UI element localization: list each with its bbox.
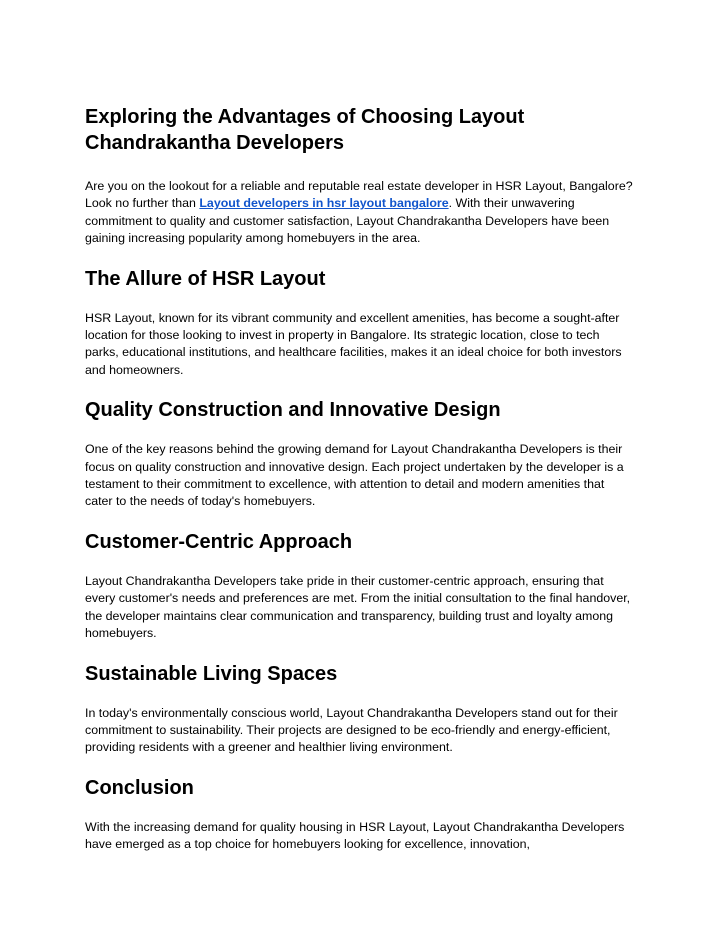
section-heading: Conclusion — [85, 776, 194, 799]
section-body: HSR Layout, known for its vibrant community and excellent amenities, has become a sought-after location for those looking to invest in property in Bangalore. Its strategic location, close to tech parks, educational institutions, and healthcare facilities, makes it an ideal choice for both investors and homeowners. — [85, 310, 622, 377]
section-sustainable — [85, 661, 635, 757]
section-heading: The Allure of HSR Layout — [85, 267, 326, 290]
section-quality — [85, 397, 635, 511]
intro-paragraph — [85, 178, 635, 248]
section-customer — [85, 529, 635, 643]
intro-text-after: . With their unwavering commitment to quality and customer satisfaction, Layout Chandrakantha Developers have been gaining increasing popularity among homebuyers in the area. — [85, 196, 610, 246]
section-heading: Customer-Centric Approach — [85, 530, 353, 553]
section-conclusion — [85, 775, 635, 854]
section-body: With the increasing demand for quality housing in HSR Layout, Layout Chandrakantha Developers have emerged as a top choice for homebuyers looking for excellence, innovation, — [85, 819, 625, 852]
section-heading: Quality Construction and Innovative Design — [85, 399, 501, 422]
section-body: Layout Chandrakantha Developers take pride in their customer-centric approach, ensuring that every customer's needs and preferences are met. From the initial consultation to the final handover, the developer maintains clear communication and transparency, building trust and loyalty among homebuyers. — [85, 573, 631, 641]
section-allure — [85, 266, 635, 380]
document-content — [85, 104, 635, 872]
document-title: Exploring the Advantages of Choosing Layout Chandrakantha Developers — [85, 106, 525, 154]
section-body: In today's environmentally conscious world, Layout Chandrakantha Developers stand out for their commitment to sustainability. Their projects are designed to be eco-friendly and energy-efficient, providing residents with a greener and healthier living environment. — [85, 705, 618, 755]
hsr-developers-link[interactable]: Layout developers in hsr layout bangalore — [199, 196, 449, 211]
section-body: One of the key reasons behind the growing demand for Layout Chandrakantha Developers is their focus on quality construction and innovative design. Each project undertaken by the developer is a testament to their commitment to excellence, with attention to detail and modern amenities that cater to the needs of today's homebuyers. — [85, 442, 624, 509]
section-heading: Sustainable Living Spaces — [85, 662, 338, 685]
intro-text-before: Are you on the lookout for a reliable and reputable real estate developer in HSR Layout, Bangalore? Look no further than — [85, 179, 633, 211]
